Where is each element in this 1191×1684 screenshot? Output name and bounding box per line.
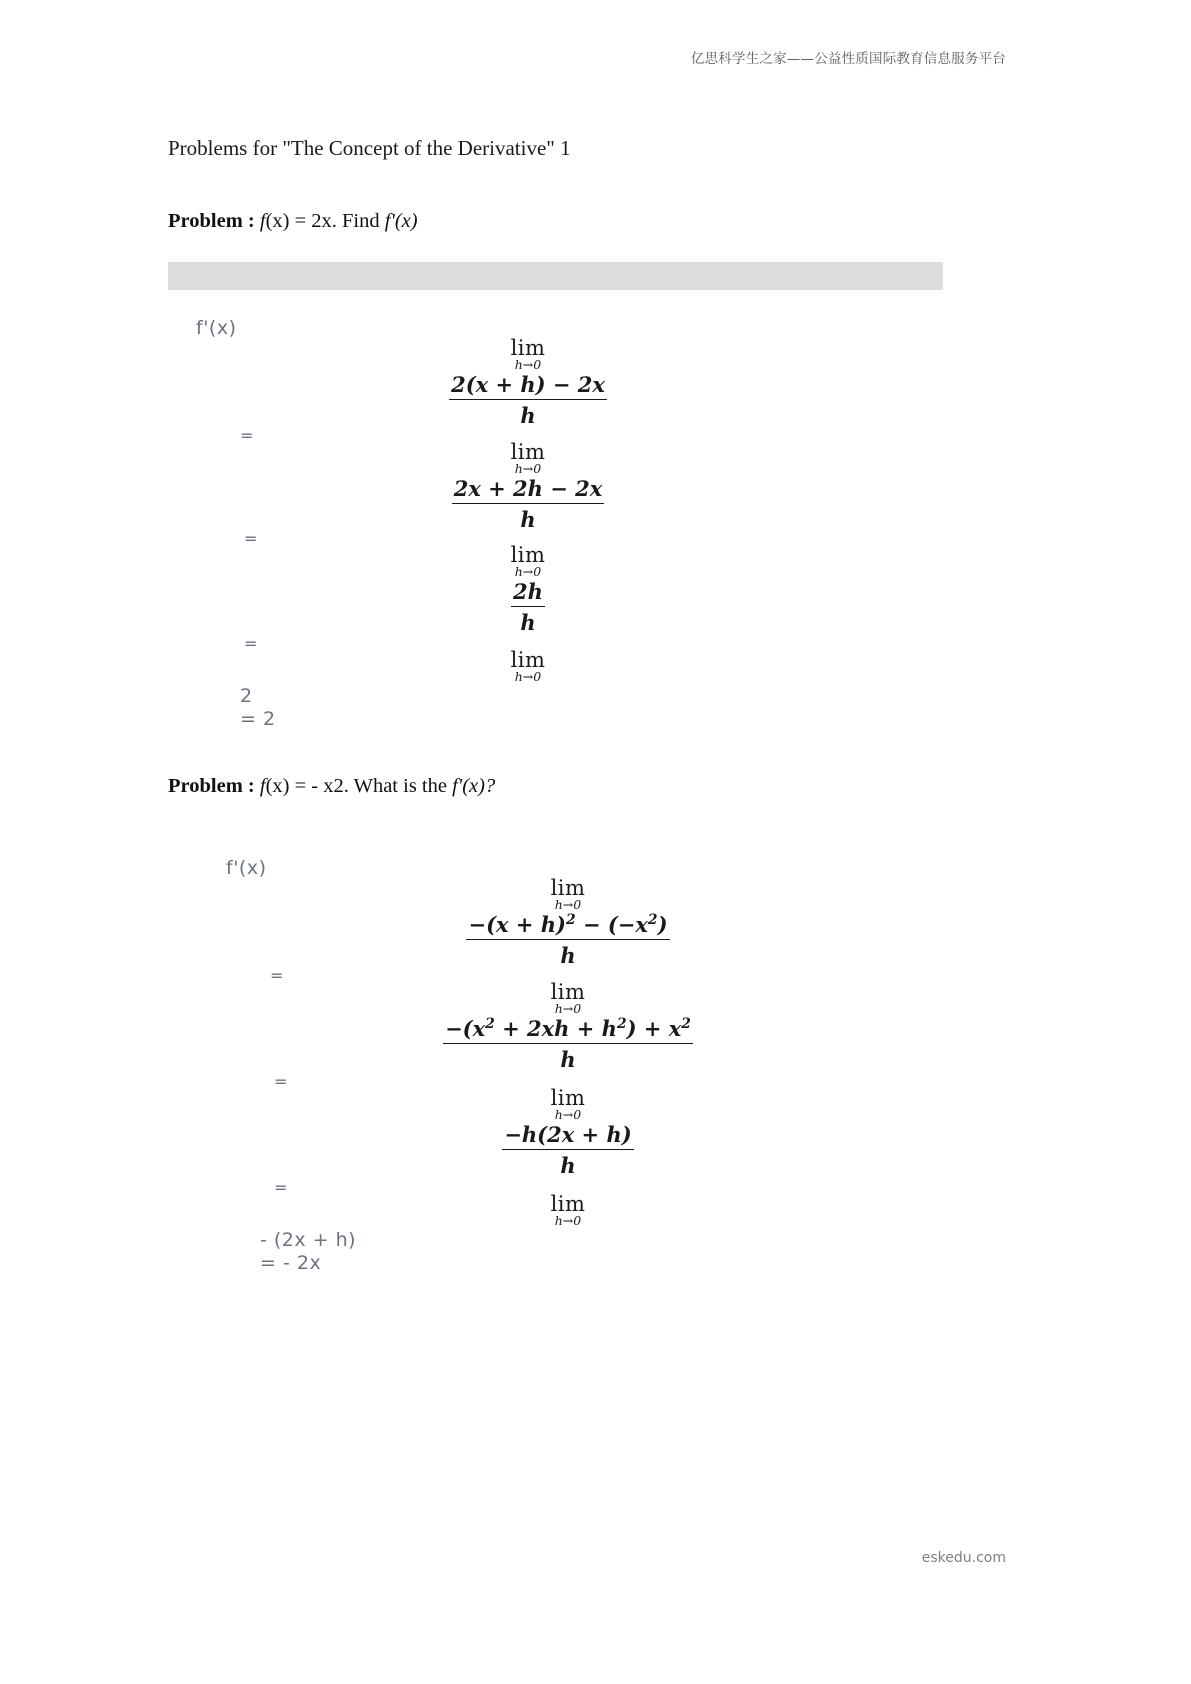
problem-2-equals-1: =	[270, 966, 284, 985]
page-title: Problems for "The Concept of the Derivative" 1	[168, 136, 571, 160]
problem-2-label: Problem :	[168, 775, 255, 797]
problem-1-tail-value: 2	[240, 685, 253, 707]
limit-symbol: lim	[510, 336, 546, 360]
fraction-numerator: $-(x + h)^2 - (-x^2)$	[468, 911, 668, 937]
fraction-numerator: 2x + 2h − 2x	[453, 475, 603, 501]
answer-highlight-bar	[168, 262, 943, 290]
limit-subscript: h→0	[514, 461, 542, 476]
fraction-numerator: 2(x + h) − 2x	[451, 371, 605, 397]
problem-1-lhs: f'(x)	[196, 317, 237, 339]
limit-subscript: h→0	[554, 1213, 582, 1228]
problem-1-step-3	[398, 545, 658, 635]
problem-2-equals-2: =	[274, 1072, 288, 1091]
limit-subscript: h→0	[554, 1107, 582, 1122]
header-watermark: 亿思科学生之家——公益性质国际教育信息服务平台	[690, 51, 1006, 67]
fraction-denominator: h	[520, 402, 536, 428]
fraction-denominator: h	[560, 1046, 576, 1072]
limit-symbol: lim	[550, 876, 586, 900]
limit-subscript: h→0	[514, 564, 542, 579]
problem-1-ask: f'(x)	[384, 210, 418, 232]
fraction	[452, 476, 605, 532]
limit-subscript: h→0	[514, 669, 542, 684]
problem-2-result: = - 2x	[260, 1252, 322, 1274]
fraction-numerator: 2h	[513, 578, 543, 604]
fraction	[443, 1016, 693, 1072]
fraction	[502, 1122, 633, 1178]
problem-1-fn: f	[259, 210, 266, 232]
problem-1-step-2	[398, 442, 658, 532]
problem-1-equals-1: =	[240, 426, 254, 445]
problem-2-step-2	[418, 982, 718, 1072]
fraction	[511, 579, 545, 635]
fraction-denominator: h	[560, 942, 576, 968]
problem-1-work	[168, 310, 988, 730]
problem-1-equals-3: =	[244, 634, 258, 653]
fraction-bar	[502, 1149, 633, 1150]
problem-1-equals-2: =	[244, 529, 258, 548]
problem-1-text: (x) = 2x. Find	[265, 210, 385, 232]
fraction-denominator: h	[520, 609, 536, 635]
fraction-denominator: h	[520, 506, 536, 532]
problem-2-step-3	[418, 1088, 718, 1178]
problem-2-fn: f	[259, 775, 266, 797]
problem-2-equals-3: =	[274, 1178, 288, 1197]
limit-symbol: lim	[550, 1192, 586, 1216]
limit-symbol: lim	[510, 440, 546, 464]
fraction-bar	[449, 399, 607, 400]
problem-2-tail-value: - (2x + h)	[260, 1229, 357, 1251]
problem-2-step-1	[418, 878, 718, 968]
limit-symbol: lim	[510, 543, 546, 567]
limit-subscript: h→0	[554, 1001, 582, 1016]
fraction-numerator: $-(x^2 + 2xh + h^2) + x^2$	[445, 1015, 691, 1041]
fraction-bar	[511, 606, 545, 607]
problem-2-work	[168, 850, 988, 1280]
fraction-denominator: h	[560, 1152, 576, 1178]
problem-2-statement	[168, 775, 495, 798]
problem-1-statement	[168, 210, 418, 233]
problem-1-step-1	[398, 338, 658, 428]
limit-symbol: lim	[550, 1086, 586, 1110]
problem-1-result: = 2	[240, 708, 276, 730]
limit-symbol: lim	[510, 648, 546, 672]
fraction	[466, 912, 669, 968]
fraction-bar	[452, 503, 605, 504]
limit-symbol: lim	[550, 980, 586, 1004]
fraction-bar	[443, 1043, 693, 1044]
problem-2-lhs: f'(x)	[226, 857, 267, 879]
footer-site: eskedu.com	[921, 1550, 1006, 1566]
fraction	[449, 372, 607, 428]
fraction-bar	[466, 939, 669, 940]
problem-1-label: Problem :	[168, 210, 255, 232]
problem-2-text: (x) = - x2. What is the	[265, 775, 453, 797]
problem-2-ask: f'(x)?	[452, 775, 496, 797]
problem-1-step-4	[398, 650, 658, 684]
limit-subscript: h→0	[554, 897, 582, 912]
problem-2-step-4	[418, 1194, 718, 1228]
fraction-numerator: −h(2x + h)	[504, 1121, 632, 1147]
limit-subscript: h→0	[514, 357, 542, 372]
